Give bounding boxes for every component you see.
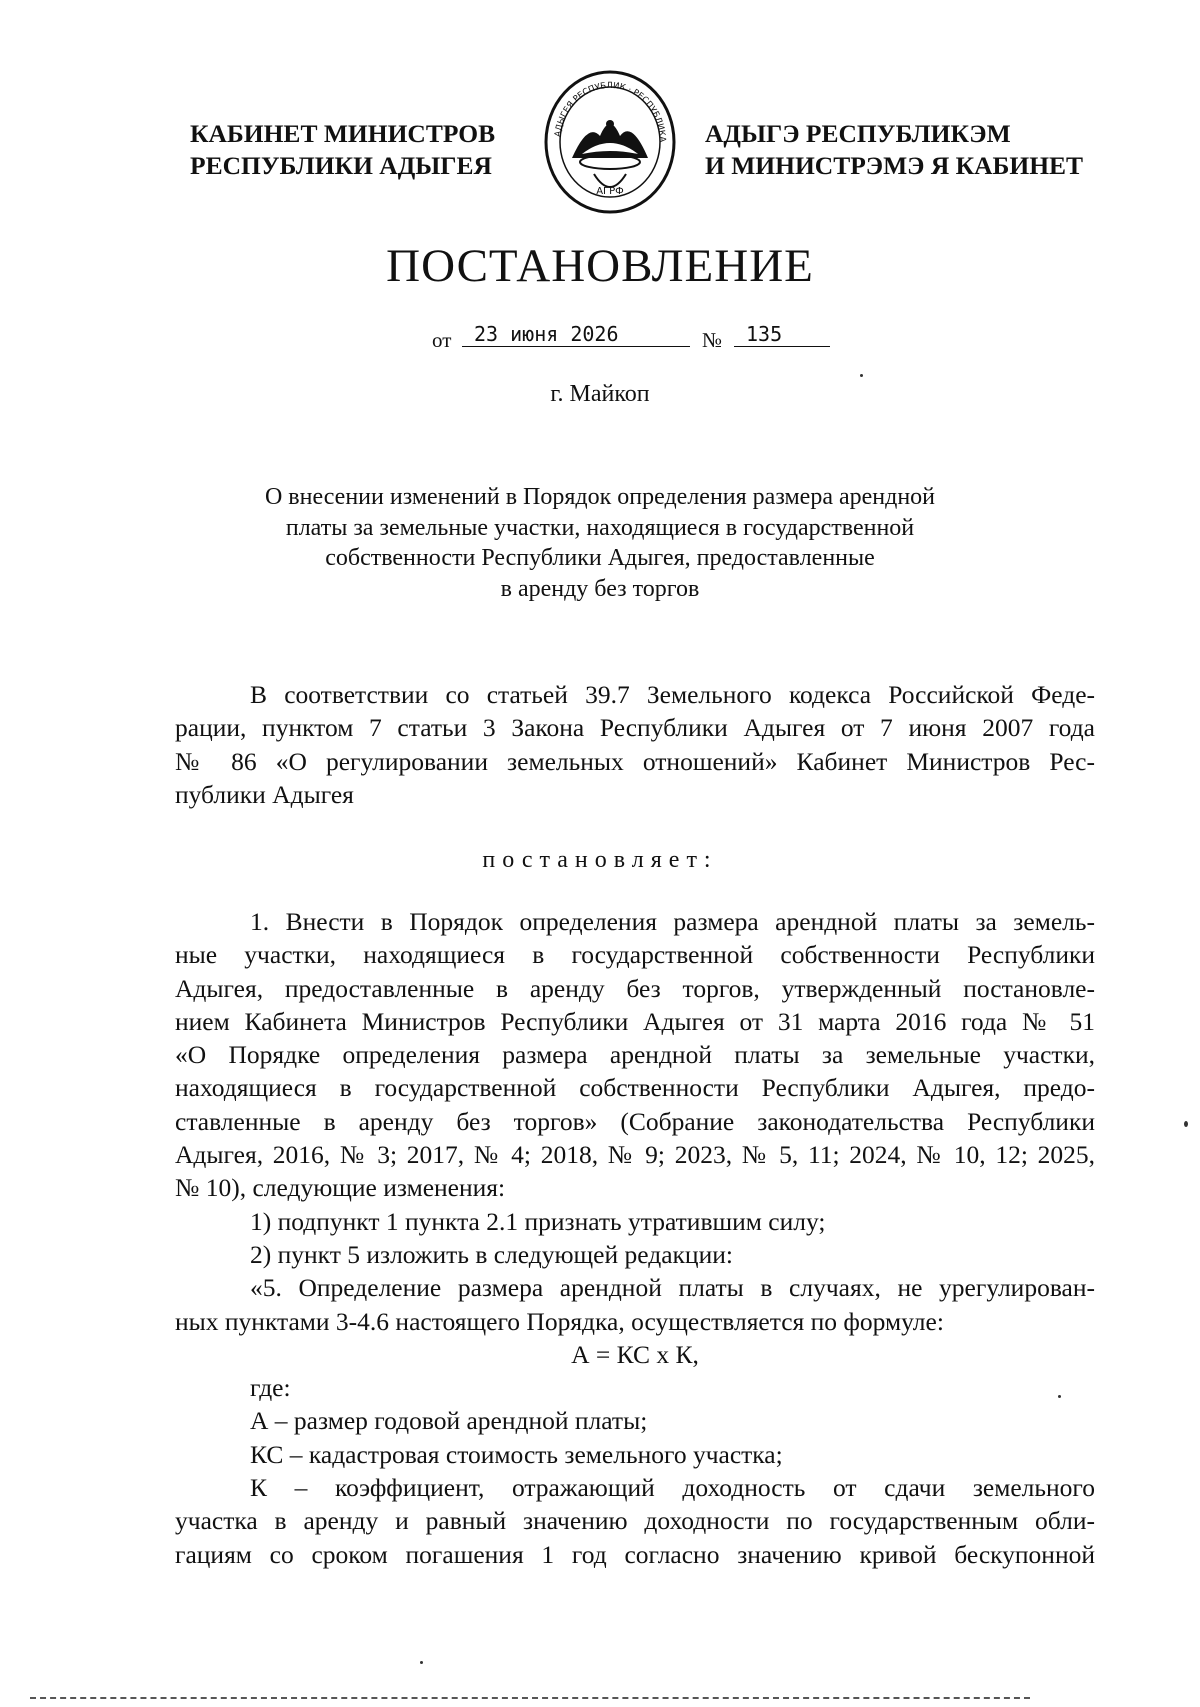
scan-bottom-edge bbox=[30, 1697, 1030, 1699]
body-line: А – размер годовой арендной платы; bbox=[250, 1406, 648, 1436]
header-left bbox=[190, 118, 495, 182]
scan-speck bbox=[860, 374, 863, 377]
decree-word: постановляет: bbox=[482, 847, 718, 873]
scan-speck bbox=[1184, 1121, 1188, 1127]
document-title: ПОСТАНОВЛЕНИЕ bbox=[386, 240, 814, 292]
document-meta bbox=[0, 322, 1200, 362]
scan-top-edge bbox=[0, 0, 1200, 4]
preamble-line: рации, пунктом 7 статьи 3 Закона Республики Адыгея от 7 июня 2007 года bbox=[175, 713, 1095, 743]
body-text bbox=[175, 905, 1095, 1571]
header-left-line-2: РЕСПУБЛИКИ АДЫГЕЯ bbox=[190, 151, 492, 180]
subject-line: О внесении изменений в Порядок определения размера арендной bbox=[264, 484, 936, 510]
header-left-line-1: КАБИНЕТ МИНИСТРОВ bbox=[190, 119, 496, 148]
city-line: г. Майкоп bbox=[550, 381, 650, 407]
body-line: Адыгея, предоставленные в аренду без торгов, утвержденный постановле- bbox=[175, 973, 1095, 1003]
header-right bbox=[705, 118, 1083, 182]
scan-speck bbox=[1058, 1395, 1061, 1398]
document-date: 23 июня 2026 bbox=[462, 322, 690, 347]
formula-line: А = КС x К, bbox=[571, 1339, 699, 1369]
number-prefix: № bbox=[702, 328, 723, 352]
date-prefix: от bbox=[432, 328, 452, 352]
header-right-line-1: АДЫГЭ РЕСПУБЛИКЭМ bbox=[705, 119, 1011, 148]
header-right-line-2: И МИНИСТРЭМЭ Я КАБИНЕТ bbox=[705, 151, 1084, 180]
body-line: № 10), следующие изменения: bbox=[175, 1173, 506, 1203]
body-line: 2) пункт 5 изложить в следующей редакции: bbox=[250, 1239, 733, 1269]
preamble-line: В соответствии со статьей 39.7 Земельного кодекса Российской Феде- bbox=[250, 680, 1095, 709]
body-line: «5. Определение размера арендной платы в случаях, не урегулирован- bbox=[250, 1273, 1095, 1303]
scan-speck bbox=[420, 1661, 423, 1664]
subject-line: в аренду без торгов bbox=[500, 575, 700, 602]
preamble-line: публики Адыгея bbox=[175, 779, 354, 809]
document-subject bbox=[0, 482, 1200, 604]
body-line: нием Кабинета Министров Республики Адыгея от 31 марта 2016 года № 51 bbox=[175, 1006, 1095, 1036]
emblem-bottom-text: АГРФ bbox=[596, 186, 624, 197]
body-line: 1) подпункт 1 пункта 2.1 признать утратившим силу; bbox=[250, 1206, 826, 1236]
body-line: находящиеся в государственной собственности Республики Адыгея, предо- bbox=[175, 1073, 1095, 1103]
body-line: КС – кадастровая стоимость земельного участка; bbox=[250, 1439, 783, 1469]
body-line: К – коэффициент, отражающий доходность от сдачи земельного bbox=[250, 1473, 1095, 1503]
emblem-ring-text: АДЫГЕЯ РЕСПУБЛИК · РЕСПУБЛИКА bbox=[553, 80, 668, 143]
body-line: ные участки, находящиеся в государственной собственности Республики bbox=[175, 940, 1095, 970]
body-line: Адыгея, 2016, № 3; 2017, № 4; 2018, № 9; 2023, № 5, 11; 2024, № 10, 12; 2025, bbox=[175, 1140, 1095, 1170]
body-line: участка в аренду и равный значению доходности по государственным обли- bbox=[175, 1506, 1095, 1536]
body-line: где: bbox=[250, 1373, 291, 1403]
body-line: ставленные в аренду без торгов» (Собрание законодательства Республики bbox=[175, 1106, 1095, 1136]
body-line: ных пунктами 3-4.6 настоящего Порядка, осуществляется по формуле: bbox=[175, 1306, 944, 1336]
subject-line: собственности Республики Адыгея, предоставленные bbox=[325, 545, 875, 571]
body-line: «О Порядке определения размера арендной платы за земельные участки, bbox=[175, 1040, 1095, 1070]
preamble bbox=[175, 678, 1095, 811]
subject-line: платы за земельные участки, находящиеся в государственной bbox=[285, 514, 915, 541]
body-line: гациям со сроком погашения 1 год согласно значению кривой бескупонной bbox=[175, 1539, 1095, 1569]
document-number: 135 bbox=[734, 322, 830, 347]
preamble-line: № 86 «О регулировании земельных отношений» Кабинет Министров Рес- bbox=[175, 746, 1095, 776]
body-line: 1. Внести в Порядок определения размера арендной платы за земель- bbox=[250, 907, 1095, 936]
coat-of-arms-emblem bbox=[538, 62, 682, 214]
